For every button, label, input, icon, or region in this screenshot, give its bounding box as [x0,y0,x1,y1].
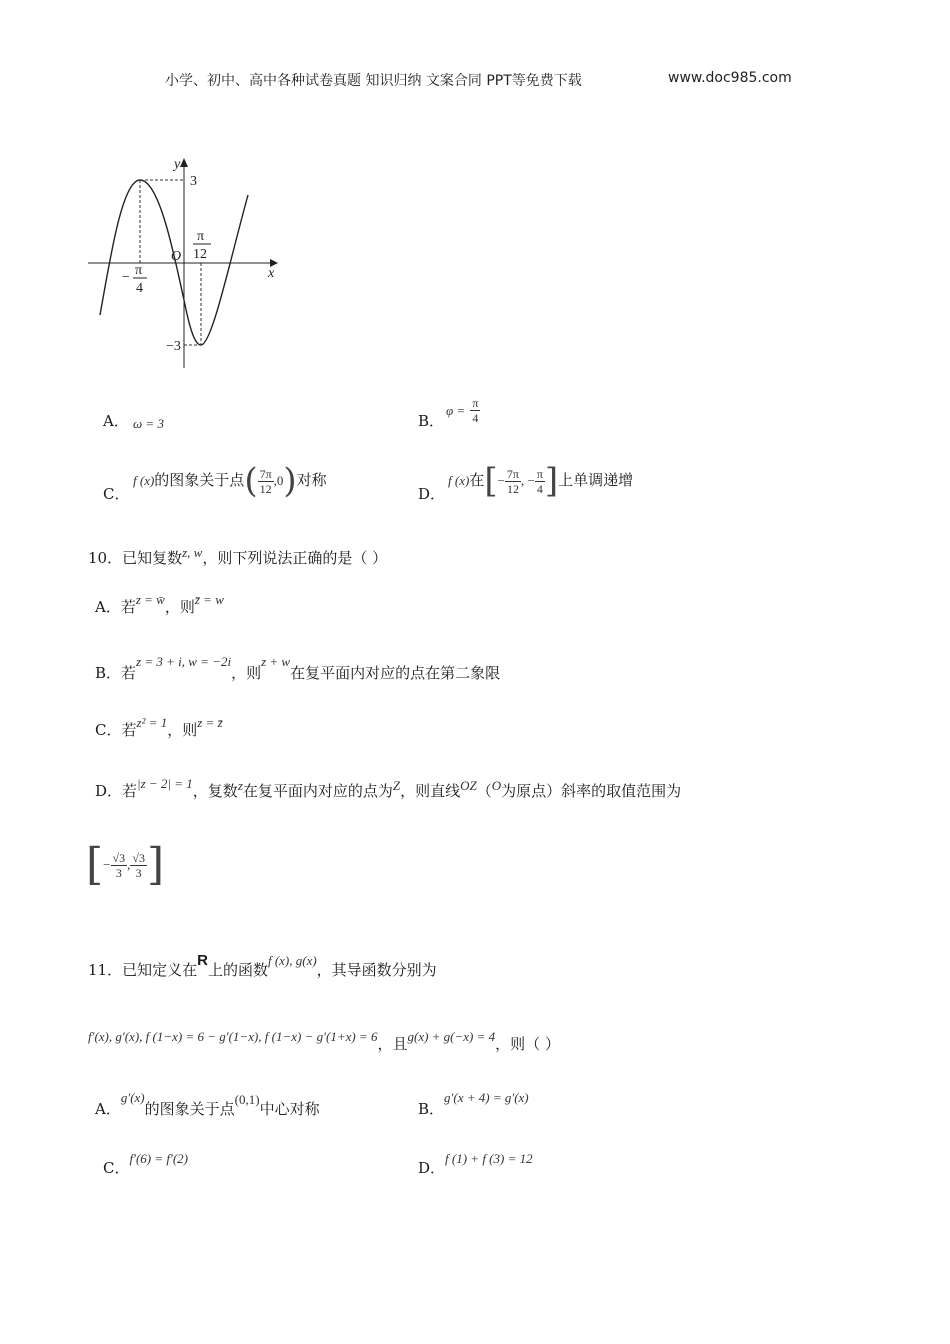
pi12-num: π [197,229,205,244]
q11-d: D．f (1) + f (3) = 12 [418,1151,533,1177]
pi4-num: π [135,263,143,278]
q10-stem: 10．已知复数z, w，则下列说法正确的是（ ） [88,545,388,567]
q11-b: B．g′(x + 4) = g′(x) [418,1090,529,1118]
min-label: −3 [166,339,181,354]
neg-sign: − [122,270,130,285]
q9-c-content: f (x)的图象关于点( $\frac{7\pi}{12}$ ,0)对称 [133,461,327,501]
y-axis-arrow [180,158,188,167]
q11-c: C．f′(6) = f′(2) [103,1151,188,1177]
header-url[interactable]: www.doc985.com [668,70,792,86]
pi12-den: 12 [193,247,207,262]
x-label: x [268,266,275,281]
q10-a: A．若z = w̄，则z̄ = w [95,592,224,616]
q10-d: D．若|z − 2| = 1，复数z在复平面内对应的点为Z，则直线OZ（O为原点）斜率的取值范围为 [95,776,682,800]
q9-d-content: f (x)在[− $\frac{7\pi}{12}$ , − $\frac{\pi}{4}$ ]上单调递增 [448,461,634,501]
q11-a: A．g′(x)的图象关于点(0,1)中心对称 [95,1090,320,1118]
origin-label: O [171,249,182,264]
q11-stem: 11．已知定义在R上的函数f (x), g(x)，其导函数分别为 [88,952,437,979]
q10-d-range: [− $\frac{√3}{3}$ , $\frac{√3}{3}$ ] [86,839,165,890]
sine-graph [80,150,300,370]
q9-b-label: B． [418,412,445,430]
q9-a-label: A． [103,412,129,430]
q9-d-label: D． [418,485,446,503]
header-text: 小学、初中、高中各种试卷真题 知识归纳 文案合同 PPT等免费下载 [165,73,582,89]
q10-c: C．若z² = 1，则z = z̄ [95,715,223,739]
y-label: y [174,157,181,172]
max-label: 3 [190,174,197,189]
q9-a-math: ω = 3 [133,416,164,431]
q10-b: B．若z = 3 + i, w = −2i，则z + w在复平面内对应的点在第二象限 [95,654,501,682]
q11-condition: f′(x), g′(x), f (1−x) = 6 − g′(1−x), f (1−x) − g′(1+x) = 6，且g(x) + g(−x) = 4，则（ ） [88,1029,560,1053]
pi4-den: 4 [136,281,143,296]
q9-b-math: φ = $\frac{\pi}{4}$ [446,396,479,425]
q9-c-label: C． [103,485,130,503]
